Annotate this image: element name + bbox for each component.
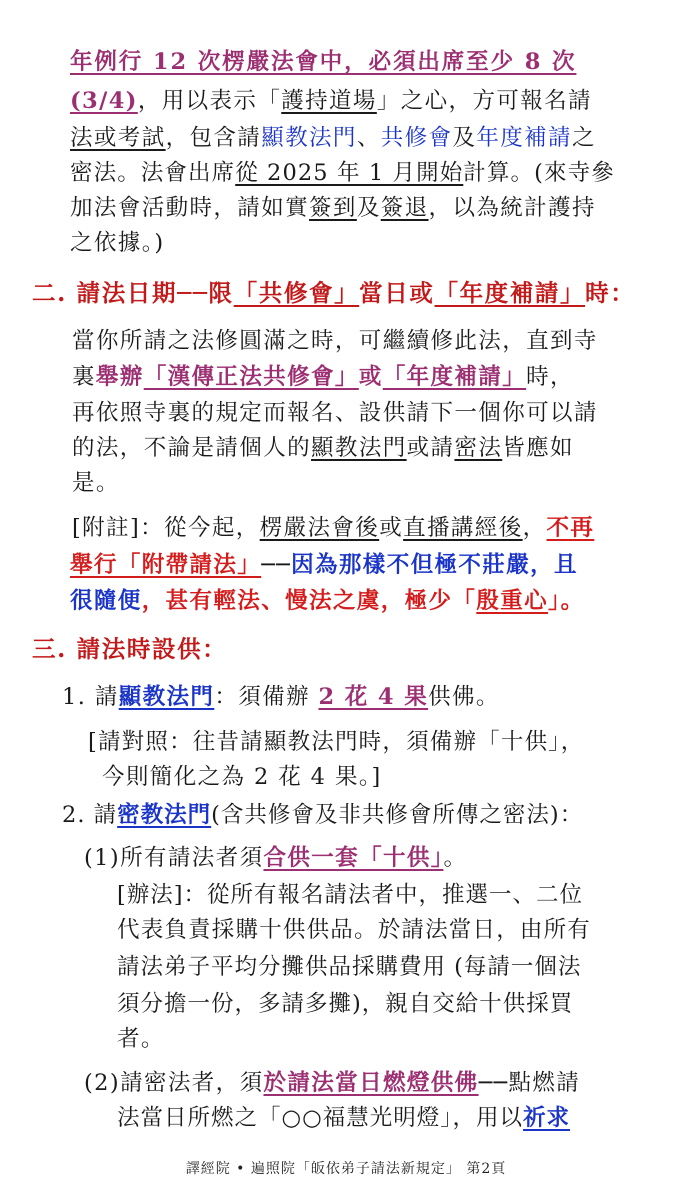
text-span: 裏 <box>72 364 96 390</box>
group-practice-name: 「漢傳正法共修會」 <box>143 364 359 390</box>
flowers-fruits-text: 2 花 4 果 <box>318 684 429 710</box>
item1-line <box>62 682 500 712</box>
text-span: 二. 請法日期──限 <box>32 279 234 307</box>
text-span: (含共修會及非共修會所傳之密法)： <box>211 802 584 828</box>
text-span: 密法 <box>454 435 503 461</box>
sign-in-text: 簽到 <box>309 195 357 221</box>
sign-out-text: 簽退 <box>380 195 429 221</box>
text-span: 法當日所燃之「○○福慧光明燈」，用以 <box>117 1105 524 1131</box>
text-span: 「年度補請」 <box>434 279 586 307</box>
section2-heading <box>32 278 635 308</box>
fraction-text: (3/4) <box>70 88 138 114</box>
ten-offerings-text: 合供一套「十供」 <box>263 845 444 871</box>
text-span: 「共修會」 <box>233 279 360 307</box>
item1-note-line1: [請對照：往昔請顯教法門時，須備辦「十供」， <box>88 729 585 755</box>
text-span: 加法會活動時，請如實 <box>70 195 310 221</box>
text-span: 」之心，方可報名請 <box>376 88 592 114</box>
para1-line1: 年例行 12 次楞嚴法會中，必須出席至少 8 次 <box>70 49 577 75</box>
method-line1: [辦法]：從所有報名請法者中，推選一、二位 <box>117 882 584 908</box>
method-line2: 代表負責採購十供供品。於請法當日，由所有 <box>117 917 592 943</box>
exoteric-link: 顯教法門 <box>118 684 215 710</box>
text-span: 供佛。 <box>428 684 500 710</box>
text-span: ，包含請 <box>165 125 262 151</box>
text-span: 因為那樣不但極不莊嚴，且 <box>291 552 578 578</box>
method-line5: 者。 <box>117 1026 165 1052</box>
text-span: 時， <box>526 364 574 390</box>
text-span: ，用以表示「 <box>137 88 282 114</box>
note-line2 <box>70 550 578 580</box>
text-span: 殷重心 <box>476 588 549 614</box>
section2-line3: 再依照寺裏的規定而報名、設供請下一個你可以請 <box>72 400 598 426</box>
text-span: 舉行「附帶請法」 <box>70 552 262 578</box>
group-practice-text: 共修會 <box>380 125 453 151</box>
text-span: 當日或 <box>359 279 435 307</box>
text-span: 楞嚴法會後 <box>259 515 380 541</box>
pray-text: 祈求 <box>523 1105 571 1131</box>
text-span: 及 <box>356 195 381 221</box>
text-span: 計算。(來寺參 <box>463 160 615 186</box>
protect-temple-text: 護持道場 <box>281 88 377 114</box>
text-span: 之 <box>571 125 596 151</box>
text-span: ：須備辦 <box>214 684 319 710</box>
section2-line4 <box>72 433 574 463</box>
method-line4: 須分擔一份，多請多攤)，親自交給十供採買 <box>117 991 574 1017</box>
note-line1 <box>72 513 594 543</box>
page-footer: 譯經院 • 遍照院「皈依弟子請法新規定」 第2頁 <box>185 1161 507 1177</box>
text-span: 1. 請 <box>62 684 119 710</box>
annual-makeup-text: 年度補請 <box>476 125 572 151</box>
text-span: ，以為統計護持 <box>428 195 596 221</box>
subitem2-line1 <box>84 1068 580 1098</box>
start-date-text: 從 2025 年 1 月開始 <box>235 160 464 186</box>
para1-line5 <box>70 193 596 223</box>
esoteric-link: 密教法門 <box>117 802 212 828</box>
section2-line1: 當你所請之法修圓滿之時，可繼續修此法，直到寺 <box>72 328 598 354</box>
annual-makeup-name: 「年度補請」 <box>382 364 527 390</box>
text-span: 不再 <box>546 515 595 541</box>
text-span: 直播講經後 <box>403 515 523 541</box>
text-span: 密法。法會出席 <box>70 160 236 186</box>
exam-text: 法或考試 <box>70 125 166 151</box>
text-span: 及 <box>452 125 477 151</box>
exoteric-text: 顯教法門 <box>261 125 357 151</box>
para1-line2 <box>70 86 592 116</box>
text-span: 舉辦 <box>95 364 144 390</box>
section3-heading: 三. 請法時設供： <box>32 635 228 663</box>
text-span: (2)請密法者，須 <box>84 1070 264 1096</box>
section2-line2 <box>72 362 574 392</box>
item2-line <box>62 800 583 830</box>
text-span: 顯教法門 <box>311 435 407 461</box>
text-span: 皆應如 <box>502 435 574 461</box>
text-span: ，甚有輕法、慢法之虞，極少「 <box>141 588 477 614</box>
subitem2-line2 <box>117 1103 570 1133</box>
text-span: ──點燃請 <box>478 1070 581 1096</box>
lamp-offering-text: 於請法當日燃燈供佛 <box>263 1070 479 1096</box>
note-line3 <box>70 586 585 616</box>
section2-line5: 是。 <box>72 470 120 496</box>
text-span: (1)所有請法者須 <box>84 845 264 871</box>
text-span: ， <box>522 515 547 541</box>
text-span: 」。 <box>548 588 585 614</box>
text-span: 。 <box>443 845 468 871</box>
text-span: [附註]：從今起， <box>72 515 260 541</box>
para1-line6: 之依據。) <box>70 230 165 256</box>
para1-line4 <box>70 158 615 188</box>
text-span: 的法，不論是請個人的 <box>72 435 312 461</box>
text-span: 或 <box>379 515 404 541</box>
text-span: 、 <box>356 125 381 151</box>
text-span: 時： <box>585 279 636 307</box>
text-span: ── <box>261 552 292 578</box>
text-span: 很隨便 <box>70 588 142 614</box>
text-span: 或請 <box>406 435 455 461</box>
text-span: 或 <box>358 364 383 390</box>
method-line3: 請法弟子平均分攤供品採購費用 (每請一個法 <box>117 954 582 980</box>
text-span: 2. 請 <box>62 802 118 828</box>
subitem1-line <box>84 843 467 873</box>
item1-note-line2: 今則簡化之為 2 花 4 果。] <box>102 764 382 790</box>
para1-line3 <box>70 123 596 153</box>
